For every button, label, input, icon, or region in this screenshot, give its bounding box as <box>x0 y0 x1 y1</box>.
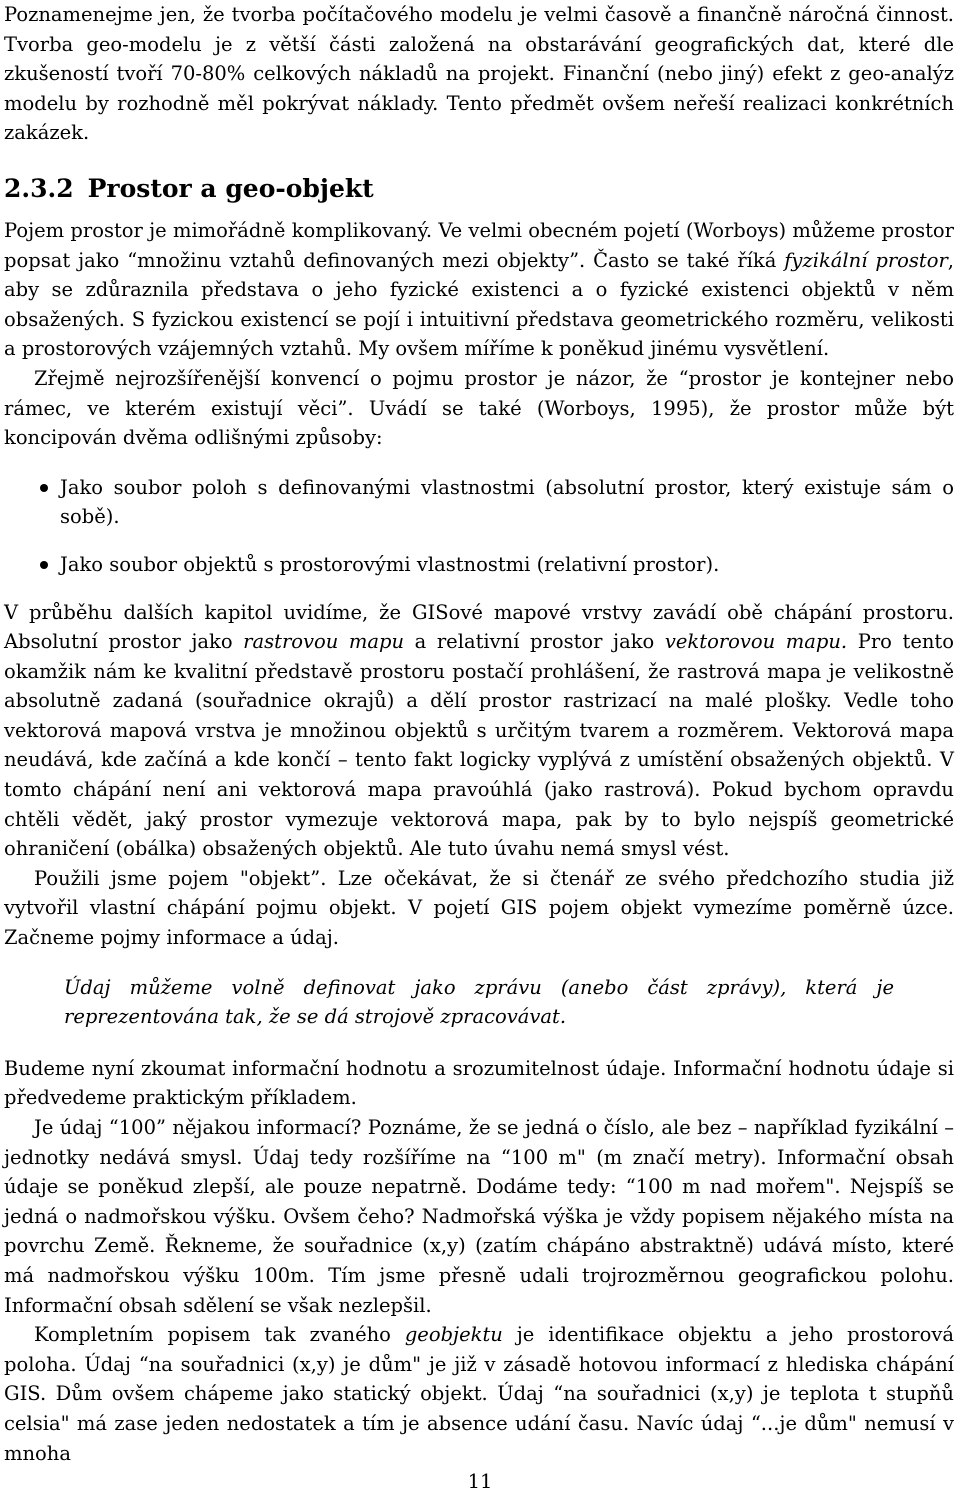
paragraph-space-convention: Zřejmě nejrozšířenější konvencí o pojmu prostor je názor, že “prostor je kontejner nebo rámec, ve kterém existují věci”. Uvádí se také (Worboys, 1995), že prostor může být koncipován dvěma odlišnými způsoby: <box>4 366 954 450</box>
text-run: Pro tento okamžik nám ke kvalitní představě prostoru postačí prohlášení, že rastrová mapa je velikostně absolutně zadaná (souřadnice okrajů) a dělí prostor rastrizací na malé plošky. Vedle toho vektorová mapová vrstva je množinou objektů s určitým tvarem a rozměrem. Vektorová mapa neudává, kde začíná a kde končí – tento fakt logicky vyplývá z umístění obsažených objektů. V tomto chápání není ani vektorová mapa pravoúhlá (jako rastrová). Pokud bychom opravdu chtěli vědět, jaký prostor vymezuje vektorová mapa, pak by to bylo nejspíš geometrické ohraničení (obálka) obsažených objektů. Ale tuto úvahu nemá smysl vést. <box>4 630 954 861</box>
emphasis-term: geobjektu <box>404 1323 503 1347</box>
paragraph-example: Je údaj “100” nějakou informací? Poznáme, že se jedná o číslo, ale bez – například fyzikální – jednotky nedává smysl. Údaj tedy rozšíříme na “100 m" (m značí metry). Informační obsah údaje se poněkud zlepší, ale pouze nepatrně. Dodáme tedy: “100 m nad mořem". Nejspíš se jedná o nadmořskou výšku. Ovšem čeho? Nadmořská výška je vždy popisem nějakého místa na povrchu Země. Řekneme, že souřadnice (x,y) (zatím chápáno abstraktně) udává místo, které má nadmořskou výšku 100m. Tím jsme přesně udali trojrozměrnou geografickou polohu. Informační obsah sdělení se však nezlepšil. <box>4 1116 954 1317</box>
emphasis-term: vektorovou mapu. <box>664 630 848 654</box>
list-item: Jako soubor poloh s definovanými vlastnostmi (absolutní prostor, který existuje sám o sobě). <box>60 473 954 532</box>
text-run: , aby se zdůraznila představa o jeho fyzické existenci a o fyzické existenci objektů v něm obsažených. S fyzickou existencí se pojí i intuitivní představa geometrického rozměru, velikosti a prostorových vzájemných vztahů. My ovšem míříme k poněkud jinému vysvětlení. <box>4 248 954 361</box>
section-number: 2.3.2 <box>4 173 74 203</box>
paragraph-space-definition <box>4 216 954 364</box>
emphasis-term: fyzikální prostor <box>784 248 948 272</box>
paragraph-information-value: Budeme nyní zkoumat informační hodnotu a srozumitelnost údaje. Informační hodnotu údaje si předvedeme praktickým příkladem. <box>4 1056 954 1110</box>
definition-quote: Údaj můžeme volně definovat jako zprávu (anebo část zprávy), která je reprezentována tak, že se dá strojově zpracovávat. <box>64 975 894 1029</box>
text-run: Pojem prostor je mimořádně komplikovaný. Ve velmi obecném pojetí (Worboys) můžeme prostor popsat jako “množinu vztahů definovaných mezi objekty”. Často se také říká <box>4 218 954 272</box>
paragraph-object: Použili jsme pojem "objekt”. Lze očekávat, že si čtenář ze svého předchozího studia již vytvořil vlastní chápání pojmu objekt. V pojetí GIS pojem objekt vymezíme poměrně úzce. Začneme pojmy informace a údaj. <box>4 866 954 950</box>
document-page <box>4 0 954 1468</box>
emphasis-term: rastrovou mapu <box>243 630 405 654</box>
paragraph-raster-vector <box>4 598 954 864</box>
text-run: a relativní prostor jako <box>404 630 665 654</box>
text-run: je identifikace objektu a jeho prostorová poloha. Údaj “na souřadnici (x,y) je dům" je již v zásadě hotovou informací z hlediska chápání GIS. Dům ovšem chápeme jako statický objekt. Údaj “na souřadnici (x,y) je teplota t stupňů celsia" má zase jeden nedostatek a tím je absence udání času. Navíc údaj “...je dům" nemusí v mnoha <box>4 1323 954 1465</box>
bullet-list <box>4 473 954 580</box>
text-run: Kompletním popisem tak zvaného <box>34 1323 405 1347</box>
section-title: Prostor a geo-objekt <box>87 173 374 203</box>
list-item: Jako soubor objektů s prostorovými vlastnostmi (relativní prostor). <box>60 550 954 580</box>
section-heading <box>4 174 954 204</box>
paragraph-intro: Poznamenejme jen, že tvorba počítačového modelu je velmi časově a finančně náročná činnost. Tvorba geo-modelu je z větší části založená na obstarávání geografických dat, které dle zkušeností tvoří 70-80% celkových nákladů na projekt. Finanční (nebo jiný) efekt z geo-analýz modelu by rozhodně měl pokrývat náklady. Tento předmět ovšem neřeší realizaci konkrétních zakázek. <box>4 3 954 145</box>
page-number: 11 <box>467 1470 493 1493</box>
text-run: V průběhu dalších kapitol uvidíme, že GISové mapové vrstvy zavádí obě chápání prostoru. Absolutní prostor jako <box>4 600 954 654</box>
paragraph-geobject <box>4 1320 954 1468</box>
